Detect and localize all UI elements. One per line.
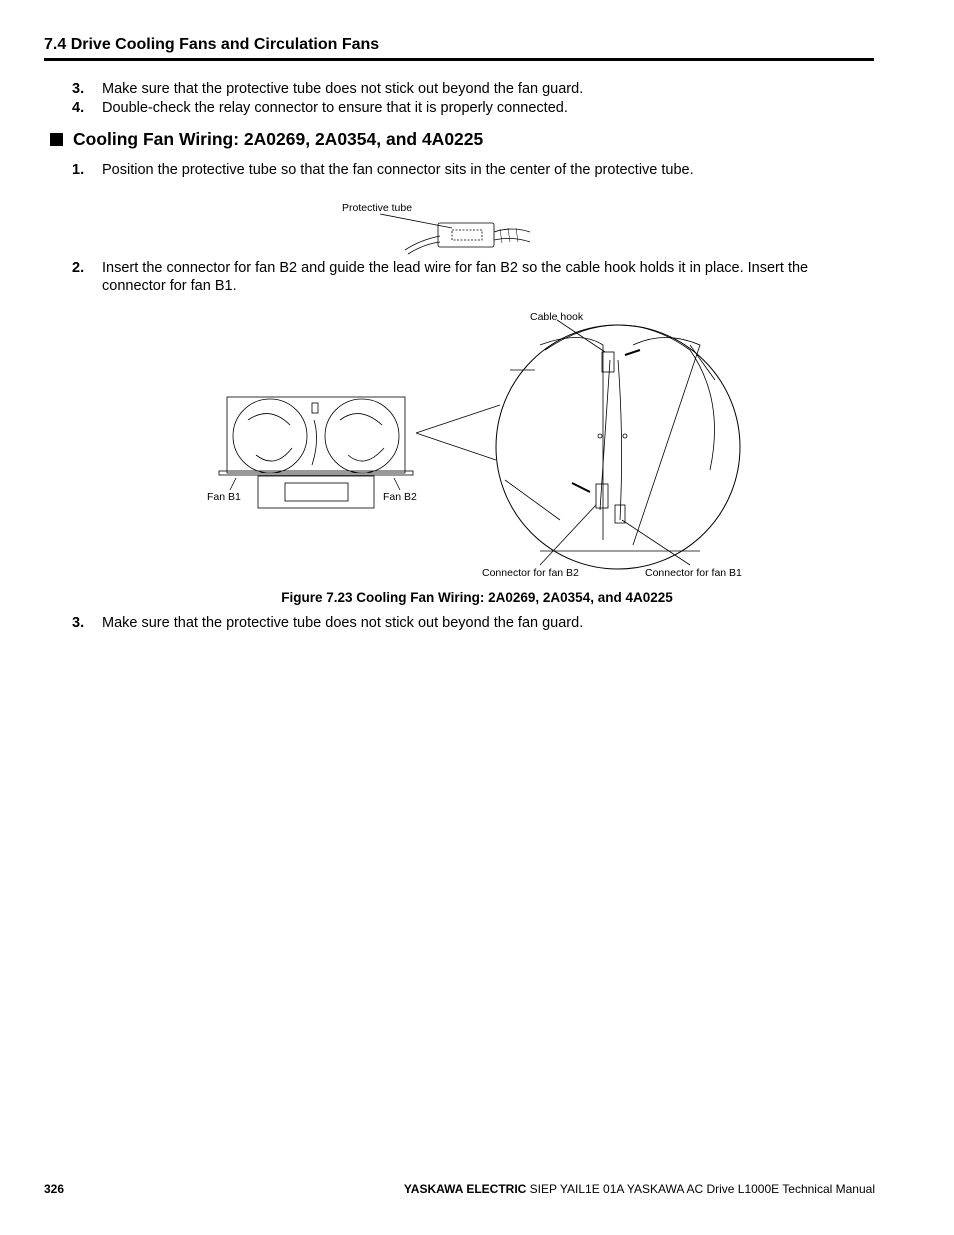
- step-text-line: connector for fan B1.: [102, 278, 237, 294]
- step-text-line: Insert the connector for fan B2 and guide the lead wire for fan B2 so the cable hook holds it in place. Insert the: [102, 260, 809, 276]
- section-header: 7.4 Drive Cooling Fans and Circulation Fans: [44, 36, 874, 61]
- label-fan-b1: Fan B1: [207, 491, 241, 503]
- step-text: Make sure that the protective tube does not stick out beyond the fan guard.: [102, 615, 584, 631]
- footer-document-info: [404, 1182, 875, 1196]
- subsection-title: Cooling Fan Wiring: 2A0269, 2A0354, and 4A0225: [73, 129, 484, 149]
- figure-caption: Figure 7.23 Cooling Fan Wiring: 2A0269, 2A0354, and 4A0225: [281, 590, 673, 605]
- step-number: 3.: [72, 615, 85, 631]
- label-fan-b2: Fan B2: [383, 491, 417, 503]
- label-cable-hook: Cable hook: [530, 311, 584, 323]
- step-number: 1.: [72, 162, 85, 178]
- page-number: 326: [44, 1182, 65, 1196]
- step-number: 2.: [72, 260, 85, 276]
- step-number: 3.: [72, 81, 85, 97]
- footer-doc-title: SIEP YAIL1E 01A YASKAWA AC Drive L1000E Technical Manual: [526, 1182, 875, 1196]
- fan-unit-diagram: [207, 311, 742, 579]
- step-number: 4.: [72, 100, 85, 116]
- label-protective-tube: Protective tube: [342, 202, 413, 214]
- step-text: Make sure that the protective tube does not stick out beyond the fan guard.: [102, 81, 584, 97]
- step-text: Double-check the relay connector to ensure that it is properly connected.: [102, 100, 568, 116]
- step-text: Position the protective tube so that the fan connector sits in the center of the protective tube.: [102, 162, 694, 178]
- footer-brand: YASKAWA ELECTRIC: [403, 1182, 527, 1196]
- label-connector-fan-b1: Connector for fan B1: [645, 567, 742, 579]
- protective-tube-diagram: [342, 202, 530, 254]
- label-connector-fan-b2: Connector for fan B2: [482, 567, 579, 579]
